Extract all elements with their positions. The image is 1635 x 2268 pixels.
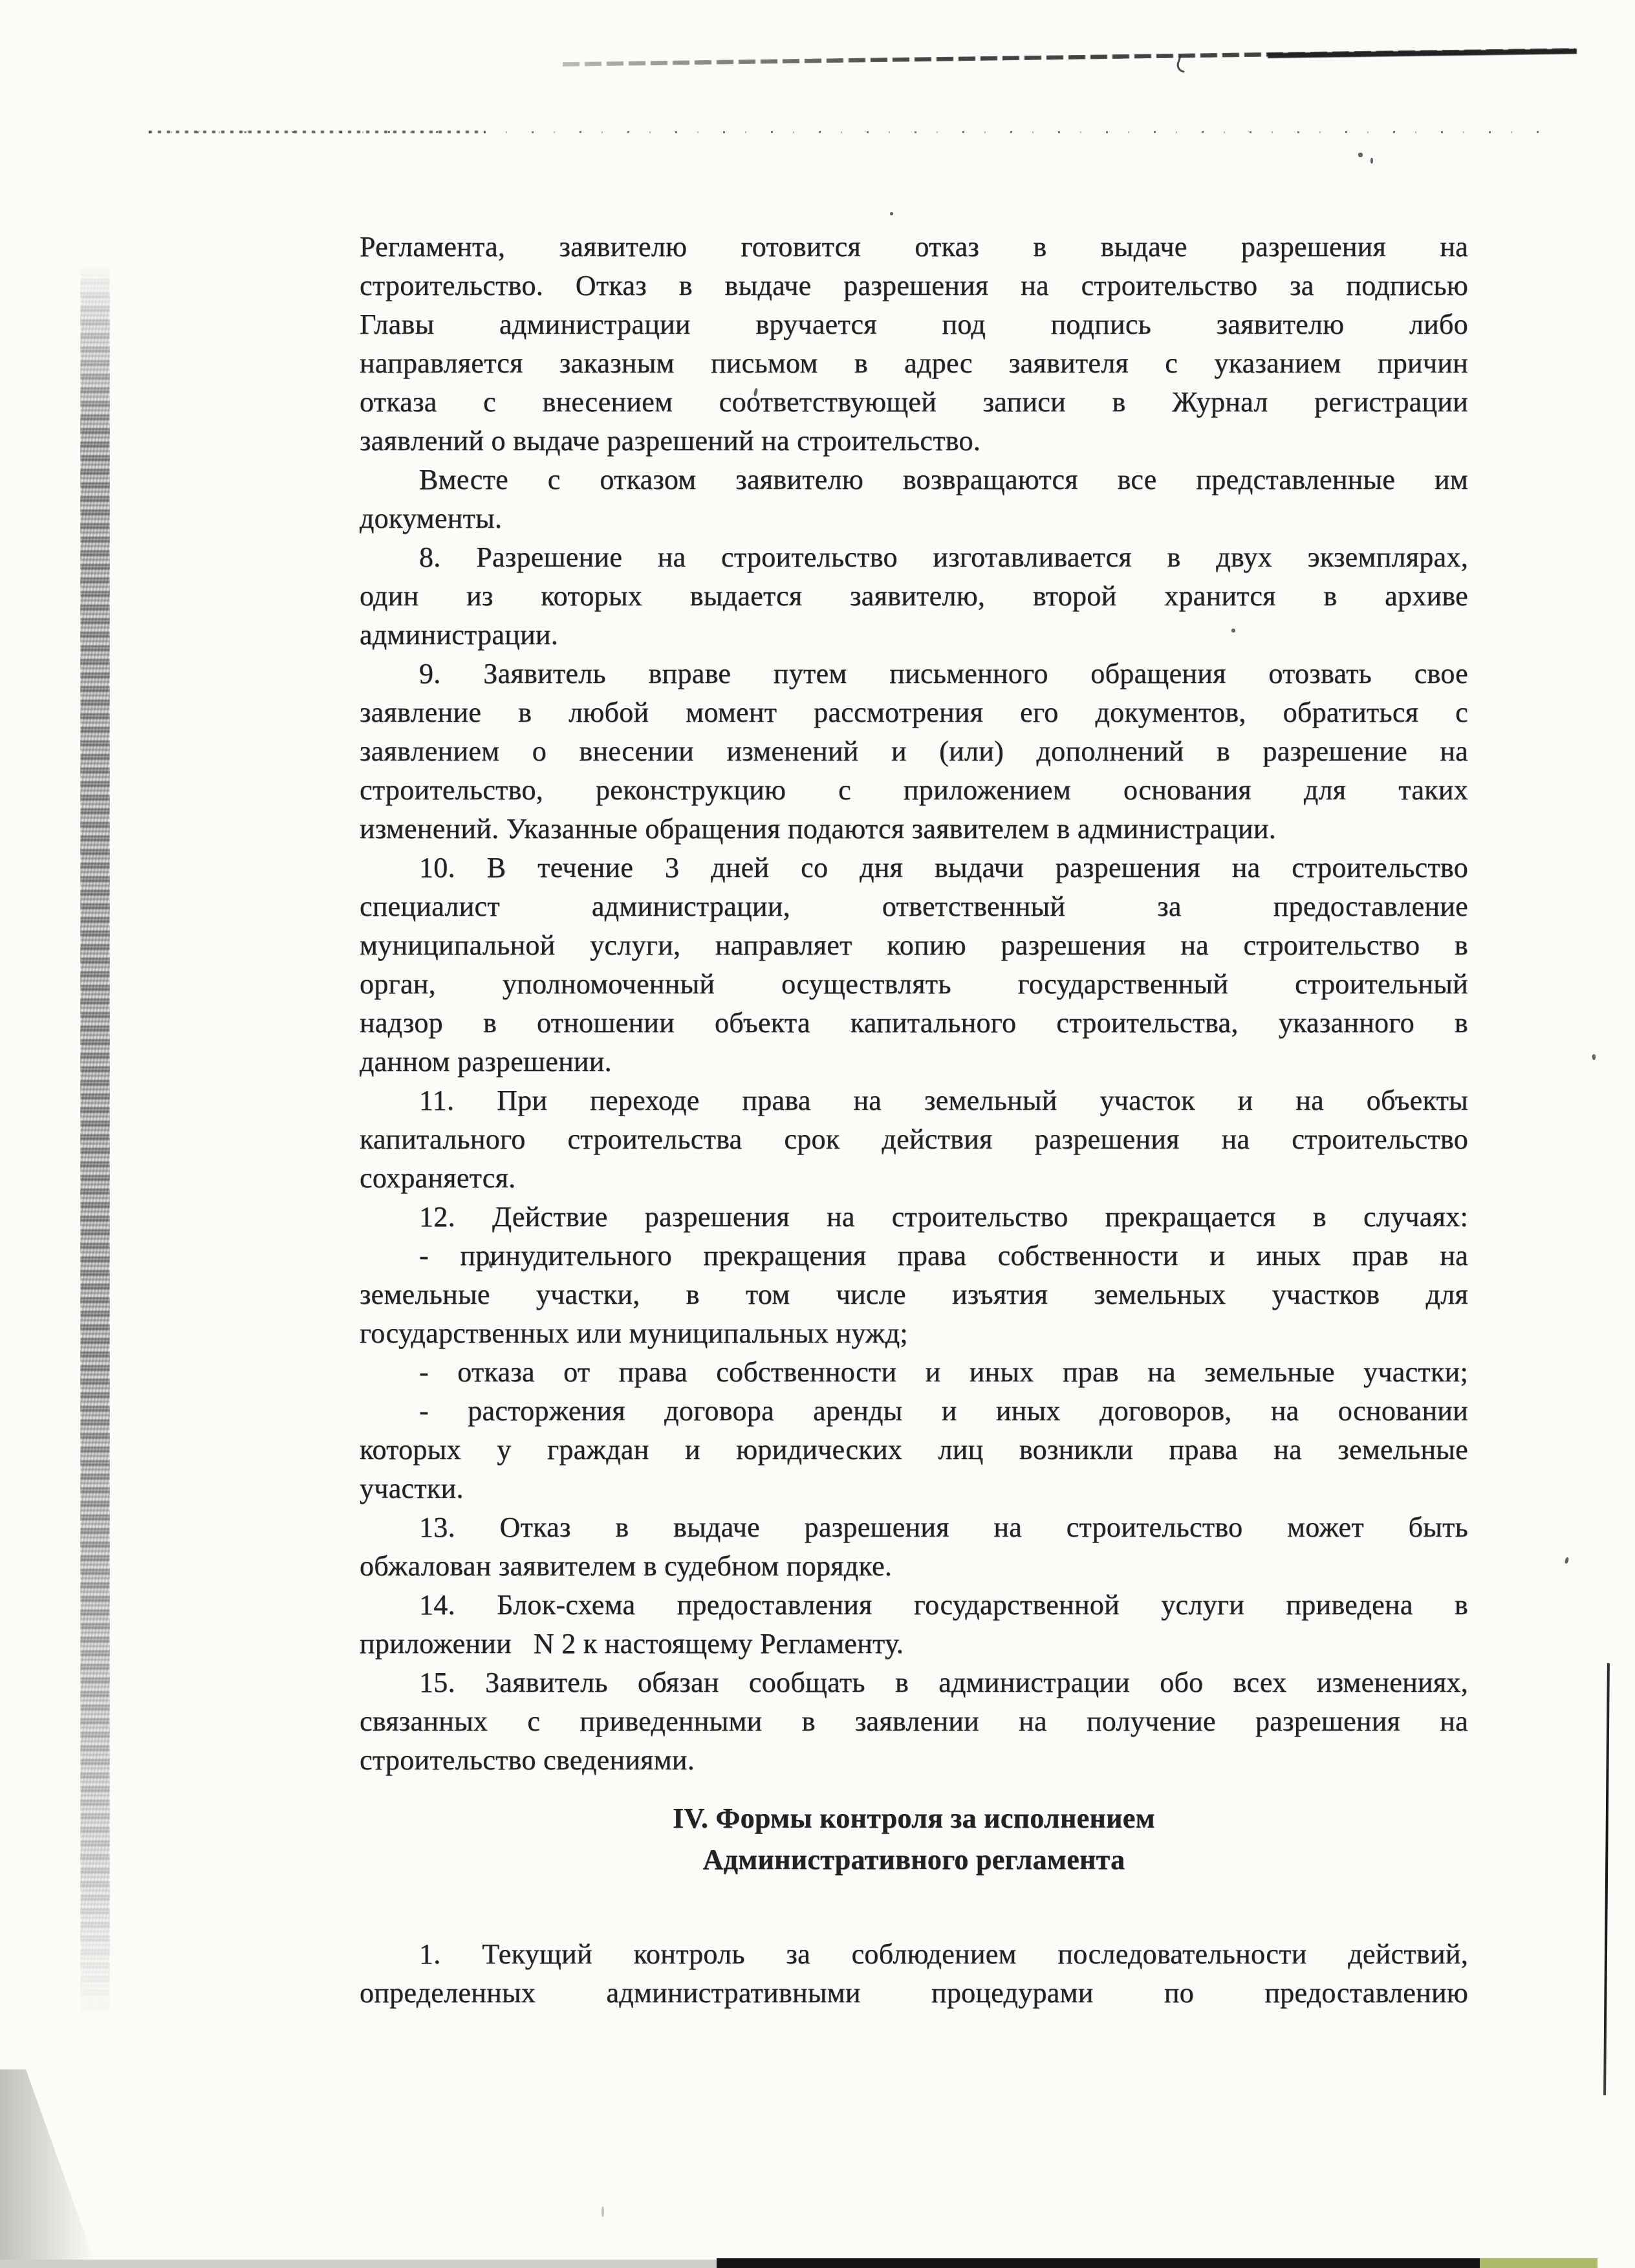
document-line: - принудительного прекращения права собственности и иных прав на bbox=[419, 1240, 1468, 1271]
scan-bottom-dark-band bbox=[717, 2258, 1597, 2268]
section-heading-line1: IV. Формы контроля за исполнением bbox=[673, 1802, 1155, 1834]
scan-dotted-artifact-line-left bbox=[149, 131, 485, 133]
document-line: строительство. Отказ в выдаче разрешения на строительство за подписью bbox=[360, 270, 1468, 301]
document-line: строительство, реконструкцию с приложением основания для таких bbox=[360, 774, 1468, 806]
document-line: Регламента, заявителю готовится отказ в выдаче разрешения на bbox=[360, 231, 1468, 263]
document-line: государственных или муниципальных нужд; bbox=[360, 1317, 908, 1349]
document-line: орган, уполномоченный осуществлять государственный строительный bbox=[360, 968, 1468, 1000]
document-line: направляется заказным письмом в адрес заявителя с указанием причин bbox=[360, 347, 1468, 379]
document-line: земельные участки, в том числе изъятия земельных участков для bbox=[360, 1279, 1468, 1310]
scan-speck bbox=[1370, 158, 1373, 164]
document-line: участки. bbox=[360, 1473, 464, 1504]
document-line: которых у граждан и юридических лиц возникли права на земельные bbox=[360, 1434, 1468, 1465]
document-line: данном разрешении. bbox=[360, 1046, 612, 1077]
document-line: 8. Разрешение на строительство изготавливается в двух экземплярах, bbox=[419, 541, 1468, 573]
document-line: - расторжения договора аренды и иных договоров, на основании bbox=[419, 1395, 1468, 1427]
document-line: муниципальной услуги, направляет копию разрешения на строительство в bbox=[360, 929, 1468, 961]
scan-speck bbox=[601, 2207, 604, 2217]
document-line: надзор в отношении объекта капитального строительства, указанного в bbox=[360, 1007, 1468, 1039]
document-line: 13. Отказ в выдаче разрешения на строительство может быть bbox=[419, 1511, 1468, 1543]
document-line: определенных административными процедурами по предоставлению bbox=[360, 1977, 1468, 2009]
scan-top-left-shadow-wedge bbox=[0, 0, 362, 815]
document-line: один из которых выдается заявителю, второй хранится в архиве bbox=[360, 580, 1468, 612]
document-line: 11. При переходе права на земельный участок и на объекты bbox=[419, 1085, 1468, 1116]
document-line: 14. Блок-схема предоставления государственной услуги приведена в bbox=[419, 1589, 1468, 1621]
document-line: строительство сведениями. bbox=[360, 1744, 695, 1776]
scan-speck bbox=[1358, 153, 1363, 157]
document-line: 15. Заявитель обязан сообщать в администрации обо всех изменениях, bbox=[419, 1667, 1468, 1698]
document-line: изменений. Указанные обращения подаются заявителем в администрации. bbox=[360, 813, 1276, 845]
scan-bottom-left-shadow bbox=[0, 2069, 97, 2268]
document-line: отказа с внесением соответствующей записи в Журнал регистрации bbox=[360, 386, 1468, 418]
document-line: 1. Текущий контроль за соблюдением последовательности действий, bbox=[419, 1938, 1468, 1970]
document-line: заявлением о внесении изменений и (или) дополнений в разрешение на bbox=[360, 735, 1468, 767]
document-line: Главы администрации вручается под подпись заявителю либо bbox=[360, 308, 1468, 340]
document-line: заявление в любой момент рассмотрения его документов, обратиться с bbox=[360, 697, 1468, 728]
document-line: заявлений о выдаче разрешений на строительство. bbox=[360, 425, 981, 457]
document-line: сохраняется. bbox=[360, 1162, 516, 1194]
scan-speck bbox=[1565, 1557, 1570, 1564]
document-line: - отказа от права собственности и иных прав на земельные участки; bbox=[419, 1356, 1468, 1388]
document-line: связанных с приведенными в заявлении на получение разрешения на bbox=[360, 1705, 1468, 1737]
scan-bottom-grey-edge bbox=[0, 2260, 718, 2268]
document-line: обжалован заявителем в судебном порядке. bbox=[360, 1550, 893, 1582]
document-line: 10. В течение 3 дней со дня выдачи разрешения на строительство bbox=[419, 852, 1468, 883]
document-line: администрации. bbox=[360, 619, 559, 651]
scan-speck bbox=[1592, 1054, 1596, 1060]
scan-right-vertical-line bbox=[1603, 1663, 1610, 2095]
document-line: приложении N 2 к настоящему Регламенту. bbox=[360, 1628, 904, 1659]
scan-bottom-band-green-tint bbox=[1480, 2258, 1597, 2268]
document-text-column bbox=[360, 228, 1468, 2013]
document-line: документы. bbox=[360, 502, 503, 534]
document-line: 9. Заявитель вправе путем письменного обращения отозвать свое bbox=[419, 658, 1468, 689]
document-line: 12. Действие разрешения на строительство прекращается в случаях: bbox=[419, 1201, 1468, 1233]
scan-speck bbox=[890, 212, 893, 215]
section-heading bbox=[360, 1798, 1468, 1881]
document-line: Вместе с отказом заявителю возвращаются все представленные им bbox=[419, 464, 1468, 495]
section-heading-line2: Административного регламента bbox=[702, 1844, 1125, 1875]
document-line: специалист администрации, ответственный за предоставление bbox=[360, 891, 1468, 922]
document-line: капитального строительства срок действия разрешения на строительство bbox=[360, 1123, 1468, 1155]
scan-binding-noise-band bbox=[80, 265, 110, 2018]
